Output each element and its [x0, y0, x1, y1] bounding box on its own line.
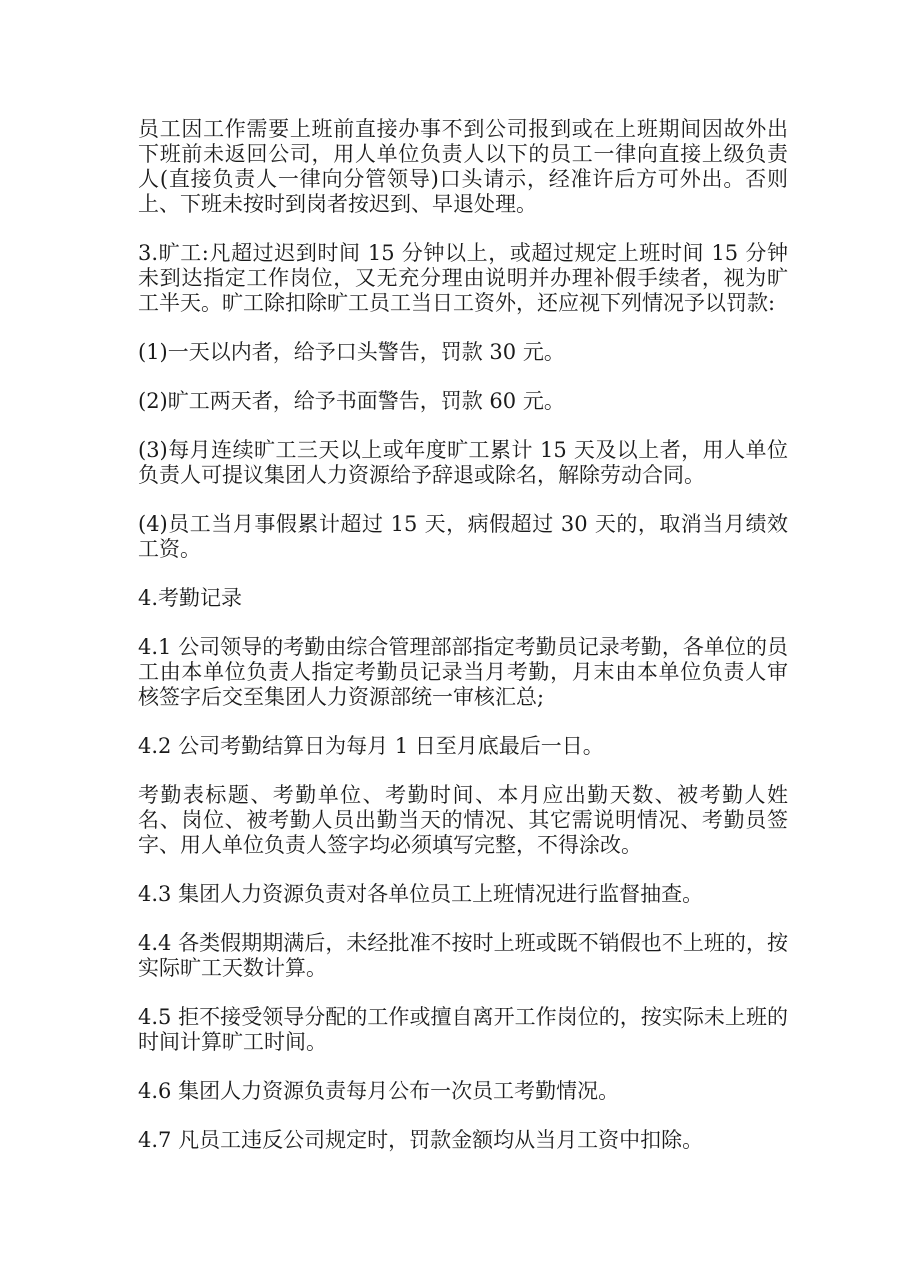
section-heading-attendance-records: 4.考勤记录 — [138, 586, 243, 610]
document-page — [138, 117, 788, 1177]
paragraph-4-5: 4.5 拒不接受领导分配的工作或擅自离开工作岗位的，按实际未上班的时间计算旷工时间。 — [138, 1005, 788, 1054]
paragraph-penalty-3: (3)每月连续旷工三天以上或年度旷工累计 15 天及以上者，用人单位负责人可提议集团人力资源给予辞退或除名，解除劳动合同。 — [138, 438, 788, 487]
paragraph-absenteeism: 3.旷工:凡超过迟到时间 15 分钟以上，或超过规定上班时间 15 分钟未到达指定工作岗位，又无充分理由说明并办理补假手续者，视为旷工半天。旷工除扣除旷工员工当日工资外，还应视下列情况予以罚款: — [138, 241, 788, 315]
paragraph-4-1: 4.1 公司领导的考勤由综合管理部部指定考勤员记录考勤，各单位的员工由本单位负责人指定考勤员记录当月考勤，月末由本单位负责人审核签字后交至集团人力资源部统一审核汇总; — [138, 635, 788, 709]
paragraph-4-4: 4.4 各类假期期满后，未经批准不按时上班或既不销假也不上班的，按实际旷工天数计算。 — [138, 931, 788, 980]
paragraph-4-2: 4.2 公司考勤结算日为每月 1 日至月底最后一日。 — [138, 734, 604, 758]
paragraph-penalty-4: (4)员工当月事假累计超过 15 天，病假超过 30 天的，取消当月绩效工资。 — [138, 512, 788, 561]
paragraph-penalty-2: (2)旷工两天者，给予书面警告，罚款 60 元。 — [138, 389, 565, 413]
paragraph-4-6: 4.6 集团人力资源负责每月公布一次员工考勤情况。 — [138, 1079, 620, 1103]
paragraph-attendance-sheet-requirements: 考勤表标题、考勤单位、考勤时间、本月应出勤天数、被考勤人姓名、岗位、被考勤人员出勤当天的情况、其它需说明情况、考勤员签字、用人单位负责人签字均必须填写完整，不得涂改。 — [138, 783, 788, 857]
paragraph-4-3: 4.3 集团人力资源负责对各单位员工上班情况进行监督抽查。 — [138, 882, 704, 906]
paragraph-out-of-office: 员工因工作需要上班前直接办事不到公司报到或在上班期间因故外出下班前未返回公司，用人单位负责人以下的员工一律向直接上级负责人(直接负责人一律向分管领导)口头请示，经准许后方可外出。否则上、下班未按时到岗者按迟到、早退处理。 — [138, 117, 788, 216]
paragraph-4-7: 4.7 凡员工违反公司规定时，罚款金额均从当月工资中扣除。 — [138, 1128, 704, 1152]
paragraph-penalty-1: (1)一天以内者，给予口头警告，罚款 30 元。 — [138, 340, 565, 364]
